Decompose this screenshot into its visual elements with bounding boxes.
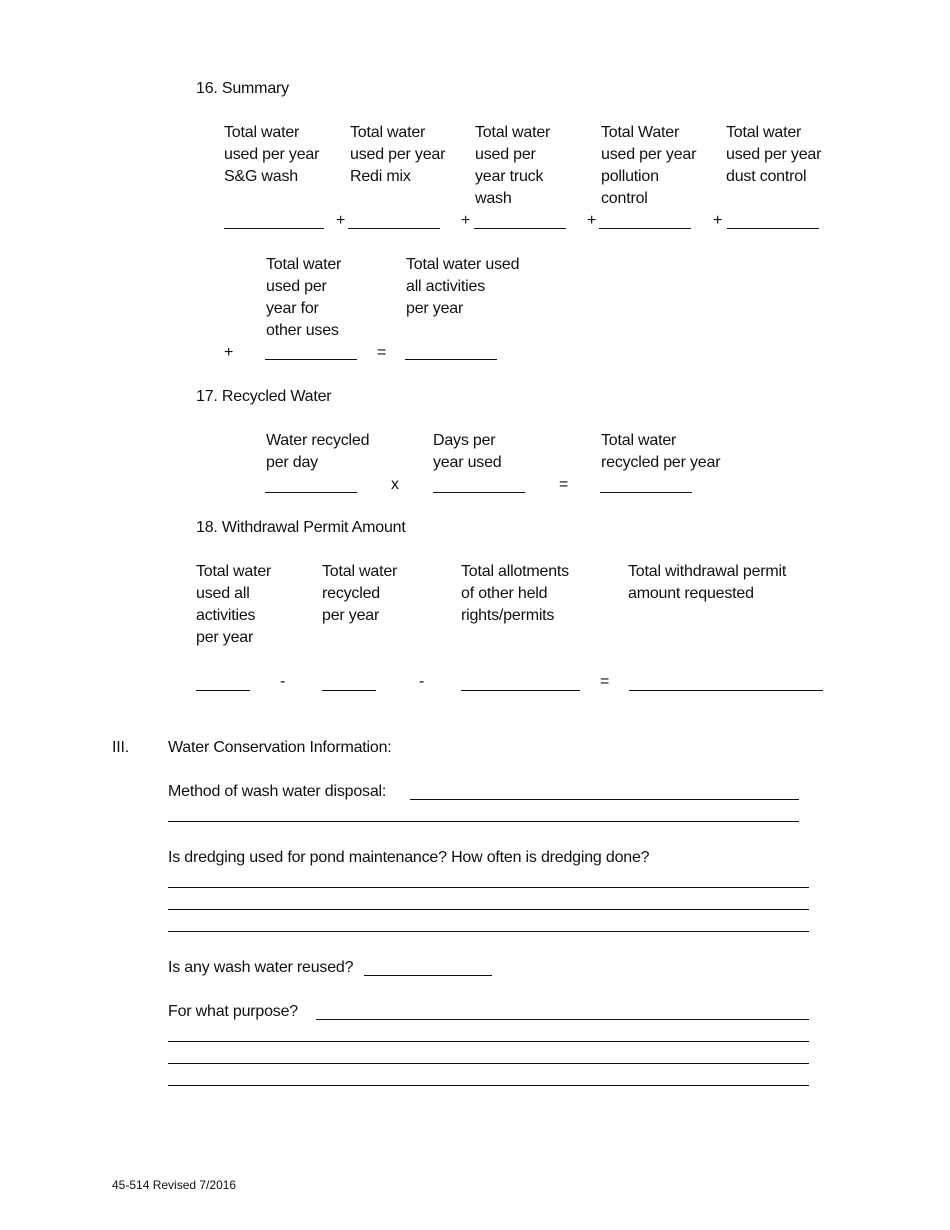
summary-label-all-activities: Total water used all activities per year — [406, 256, 520, 317]
summary-heading: 16. Summary — [196, 80, 289, 97]
summary-blank-other-uses[interactable] — [265, 359, 357, 360]
recycled-blank-per-year[interactable] — [600, 492, 692, 493]
plus-sign: + — [587, 212, 597, 229]
form-number-footer: 45-514 Revised 7/2016 — [112, 1178, 237, 1192]
question-wash-water-reused: Is any wash water reused? — [168, 959, 354, 976]
summary-label-pollution-control: Total Water used per year pollution control — [601, 124, 697, 207]
summary-blank-dust-control[interactable] — [727, 228, 819, 229]
section-roman-numeral: III. — [112, 739, 129, 756]
summary-label-sg-wash: Total water used per year S&G wash — [224, 124, 320, 185]
summary-blank-redi-mix[interactable] — [348, 228, 440, 229]
answer-line-purpose[interactable] — [168, 1041, 809, 1042]
summary-blank-all-activities[interactable] — [405, 359, 497, 360]
recycled-blank-days-per-year[interactable] — [433, 492, 525, 493]
answer-line-disposal[interactable] — [168, 821, 799, 822]
summary-blank-sg-wash[interactable] — [224, 228, 324, 229]
answer-line-reused[interactable] — [364, 975, 492, 976]
answer-line-purpose[interactable] — [168, 1063, 809, 1064]
answer-line-dredging[interactable] — [168, 909, 809, 910]
minus-sign: - — [419, 673, 425, 690]
recycled-label-per-day: Water recycled per day — [266, 432, 370, 471]
times-sign: x — [391, 476, 399, 493]
recycled-heading: 17. Recycled Water — [196, 388, 332, 405]
question-wash-water-disposal: Method of wash water disposal: — [168, 783, 387, 800]
equals-sign: = — [377, 344, 387, 361]
withdrawal-blank-permit-amount[interactable] — [629, 690, 823, 691]
question-dredging: Is dredging used for pond maintenance? How often is dredging done? — [168, 849, 650, 866]
answer-line-purpose[interactable] — [316, 1019, 809, 1020]
plus-sign: + — [461, 212, 471, 229]
question-purpose: For what purpose? — [168, 1003, 299, 1020]
equals-sign: = — [559, 476, 569, 493]
summary-label-truck-wash: Total water used per year truck wash — [475, 124, 551, 207]
withdrawal-heading: 18. Withdrawal Permit Amount — [196, 519, 406, 536]
withdrawal-blank-recycled[interactable] — [322, 690, 376, 691]
answer-line-dredging[interactable] — [168, 931, 809, 932]
plus-sign: + — [713, 212, 723, 229]
minus-sign: - — [280, 673, 286, 690]
summary-label-dust-control: Total water used per year dust control — [726, 124, 822, 185]
recycled-blank-per-day[interactable] — [265, 492, 357, 493]
summary-blank-pollution-control[interactable] — [599, 228, 691, 229]
plus-sign: + — [224, 344, 234, 361]
withdrawal-label-all-activities: Total water used all activities per year — [196, 563, 272, 646]
conservation-heading: Water Conservation Information: — [168, 739, 392, 756]
summary-label-redi-mix: Total water used per year Redi mix — [350, 124, 446, 185]
recycled-label-days-per-year: Days per year used — [433, 432, 502, 471]
withdrawal-label-permit-amount: Total withdrawal permit amount requested — [628, 563, 787, 602]
answer-line-disposal[interactable] — [410, 799, 799, 800]
withdrawal-blank-allotments[interactable] — [461, 690, 580, 691]
summary-label-other-uses: Total water used per year for other uses — [266, 256, 342, 339]
recycled-label-per-year: Total water recycled per year — [601, 432, 721, 471]
summary-blank-truck-wash[interactable] — [474, 228, 566, 229]
withdrawal-label-recycled: Total water recycled per year — [322, 563, 398, 624]
withdrawal-label-allotments: Total allotments of other held rights/permits — [461, 563, 569, 624]
equals-sign: = — [600, 673, 610, 690]
answer-line-purpose[interactable] — [168, 1085, 809, 1086]
withdrawal-blank-all-activities[interactable] — [196, 690, 250, 691]
plus-sign: + — [336, 212, 346, 229]
answer-line-dredging[interactable] — [168, 887, 809, 888]
